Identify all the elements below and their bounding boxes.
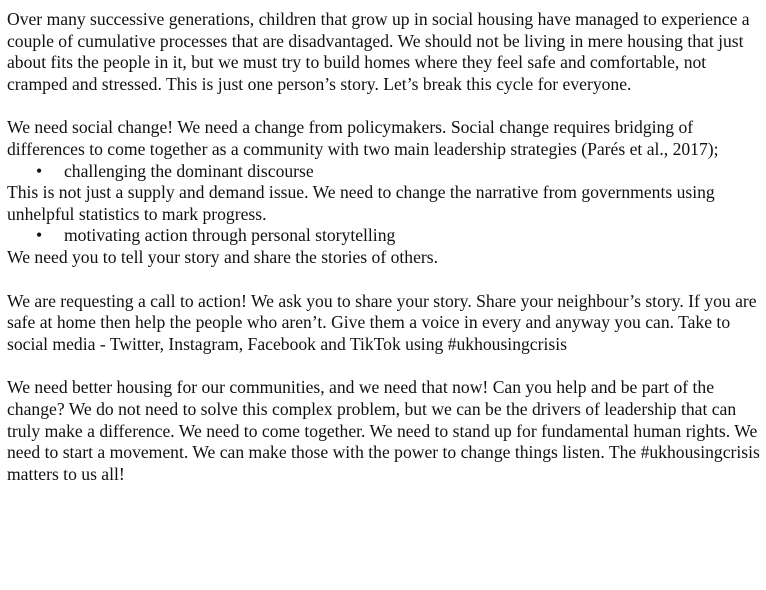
paragraph-call-to-action: We are requesting a call to action! We ask you to share your story. Share your neighbour’s story. If you are safe at home then help the people who aren’t. Give them a voice in every and anyway you can. Take to social media - Twitter, Instagram, Facebook and TikTok using #ukhousingcrisis bbox=[7, 290, 757, 354]
bullet-text: challenging the dominant discourse bbox=[64, 160, 314, 181]
paragraph-supply-demand: This is not just a supply and demand issue. We need to change the narrative from governments using unhelpful statistics to mark progress. bbox=[7, 182, 715, 224]
paragraph-spacer bbox=[7, 269, 763, 291]
paragraph-social-change: We need social change! We need a change from policymakers. Social change requires bridging of differences to come together as a community with two main leadership strategies (Parés et al., 2017); bbox=[7, 117, 719, 159]
bullet-text: motivating action through personal storytelling bbox=[64, 225, 396, 246]
bullet-icon: • bbox=[36, 225, 43, 246]
paragraph-spacer bbox=[7, 355, 763, 377]
paragraph-tell-story: We need you to tell your story and share the stories of others. bbox=[7, 246, 438, 267]
document-body bbox=[7, 9, 763, 485]
paragraph-spacer bbox=[7, 95, 763, 117]
bullet-item-discourse bbox=[7, 161, 763, 183]
bullet-icon: • bbox=[36, 160, 43, 181]
bullet-item-storytelling bbox=[7, 225, 763, 247]
paragraph-conclusion: We need better housing for our communities, and we need that now! Can you help and be part of the change? We do not need to solve this complex problem, but we can be the drivers of leadership that can truly make a difference. We need to come together. We need to stand up for fundamental human rights. We need to start a movement. We can make those with the power to change things listen. The #ukhousingcrisis matters to us all! bbox=[7, 377, 760, 484]
paragraph-intro: Over many successive generations, children that grow up in social housing have managed to experience a couple of cumulative processes that are disadvantaged. We should not be living in mere housing that just about fits the people in it, but we must try to build homes where they feel safe and comfortable, not cramped and stressed. This is just one person’s story. Let’s break this cycle for everyone. bbox=[7, 9, 750, 94]
